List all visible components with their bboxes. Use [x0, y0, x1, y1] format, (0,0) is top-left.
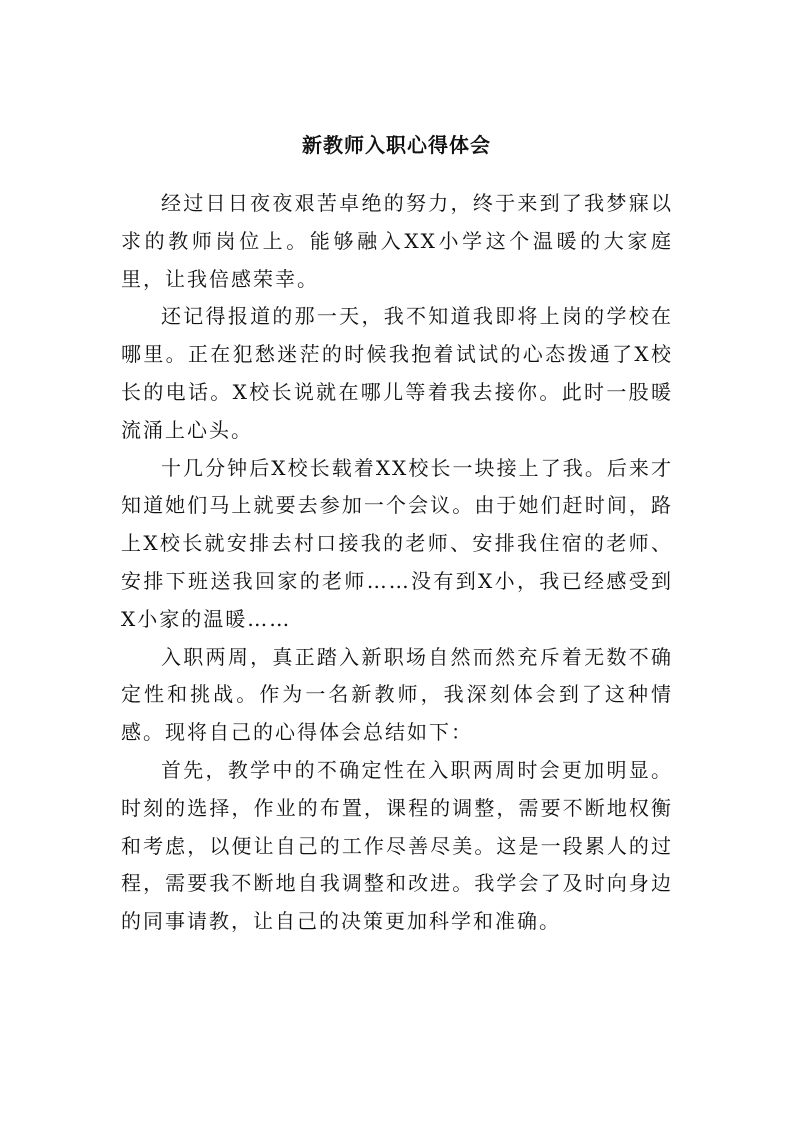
document-body — [121, 185, 673, 941]
paragraph-2: 还记得报道的那一天，我不知道我即将上岗的学校在哪里。正在犯愁迷茫的时候我抱着试试的心态拨通了X校长的电话。X校长说就在哪儿等着我去接你。此时一股暖流涌上心头。 — [121, 304, 673, 442]
paragraph-5: 首先，教学中的不确定性在入职两周时会更加明显。时刻的选择，作业的布置，课程的调整，需要不断地权衡和考虑，以便让自己的工作尽善尽美。这是一段累人的过程，需要我不断地自我调整和改进。我学会了及时向身边的同事请教，让自己的决策更加科学和准确。 — [121, 757, 673, 934]
paragraph-1: 经过日日夜夜艰苦卓绝的努力，终于来到了我梦寐以求的教师岗位上。能够融入XX小学这个温暖的大家庭里，让我倍感荣幸。 — [121, 191, 673, 291]
paragraph-3: 十几分钟后X校长载着XX校长一块接上了我。后来才知道她们马上就要去参加一个会议。由于她们赶时间，路上X校长就安排去村口接我的老师、安排我住宿的老师、安排下班送我回家的老师……没有到X小，我已经感受到X小家的温暖…… — [121, 455, 673, 631]
paragraph-4: 入职两周，真正踏入新职场自然而然充斥着无数不确定性和挑战。作为一名新教师，我深刻体会到了这种情感。现将自己的心得体会总结如下： — [121, 644, 673, 745]
document-title: 新教师入职心得体会 — [302, 133, 491, 157]
